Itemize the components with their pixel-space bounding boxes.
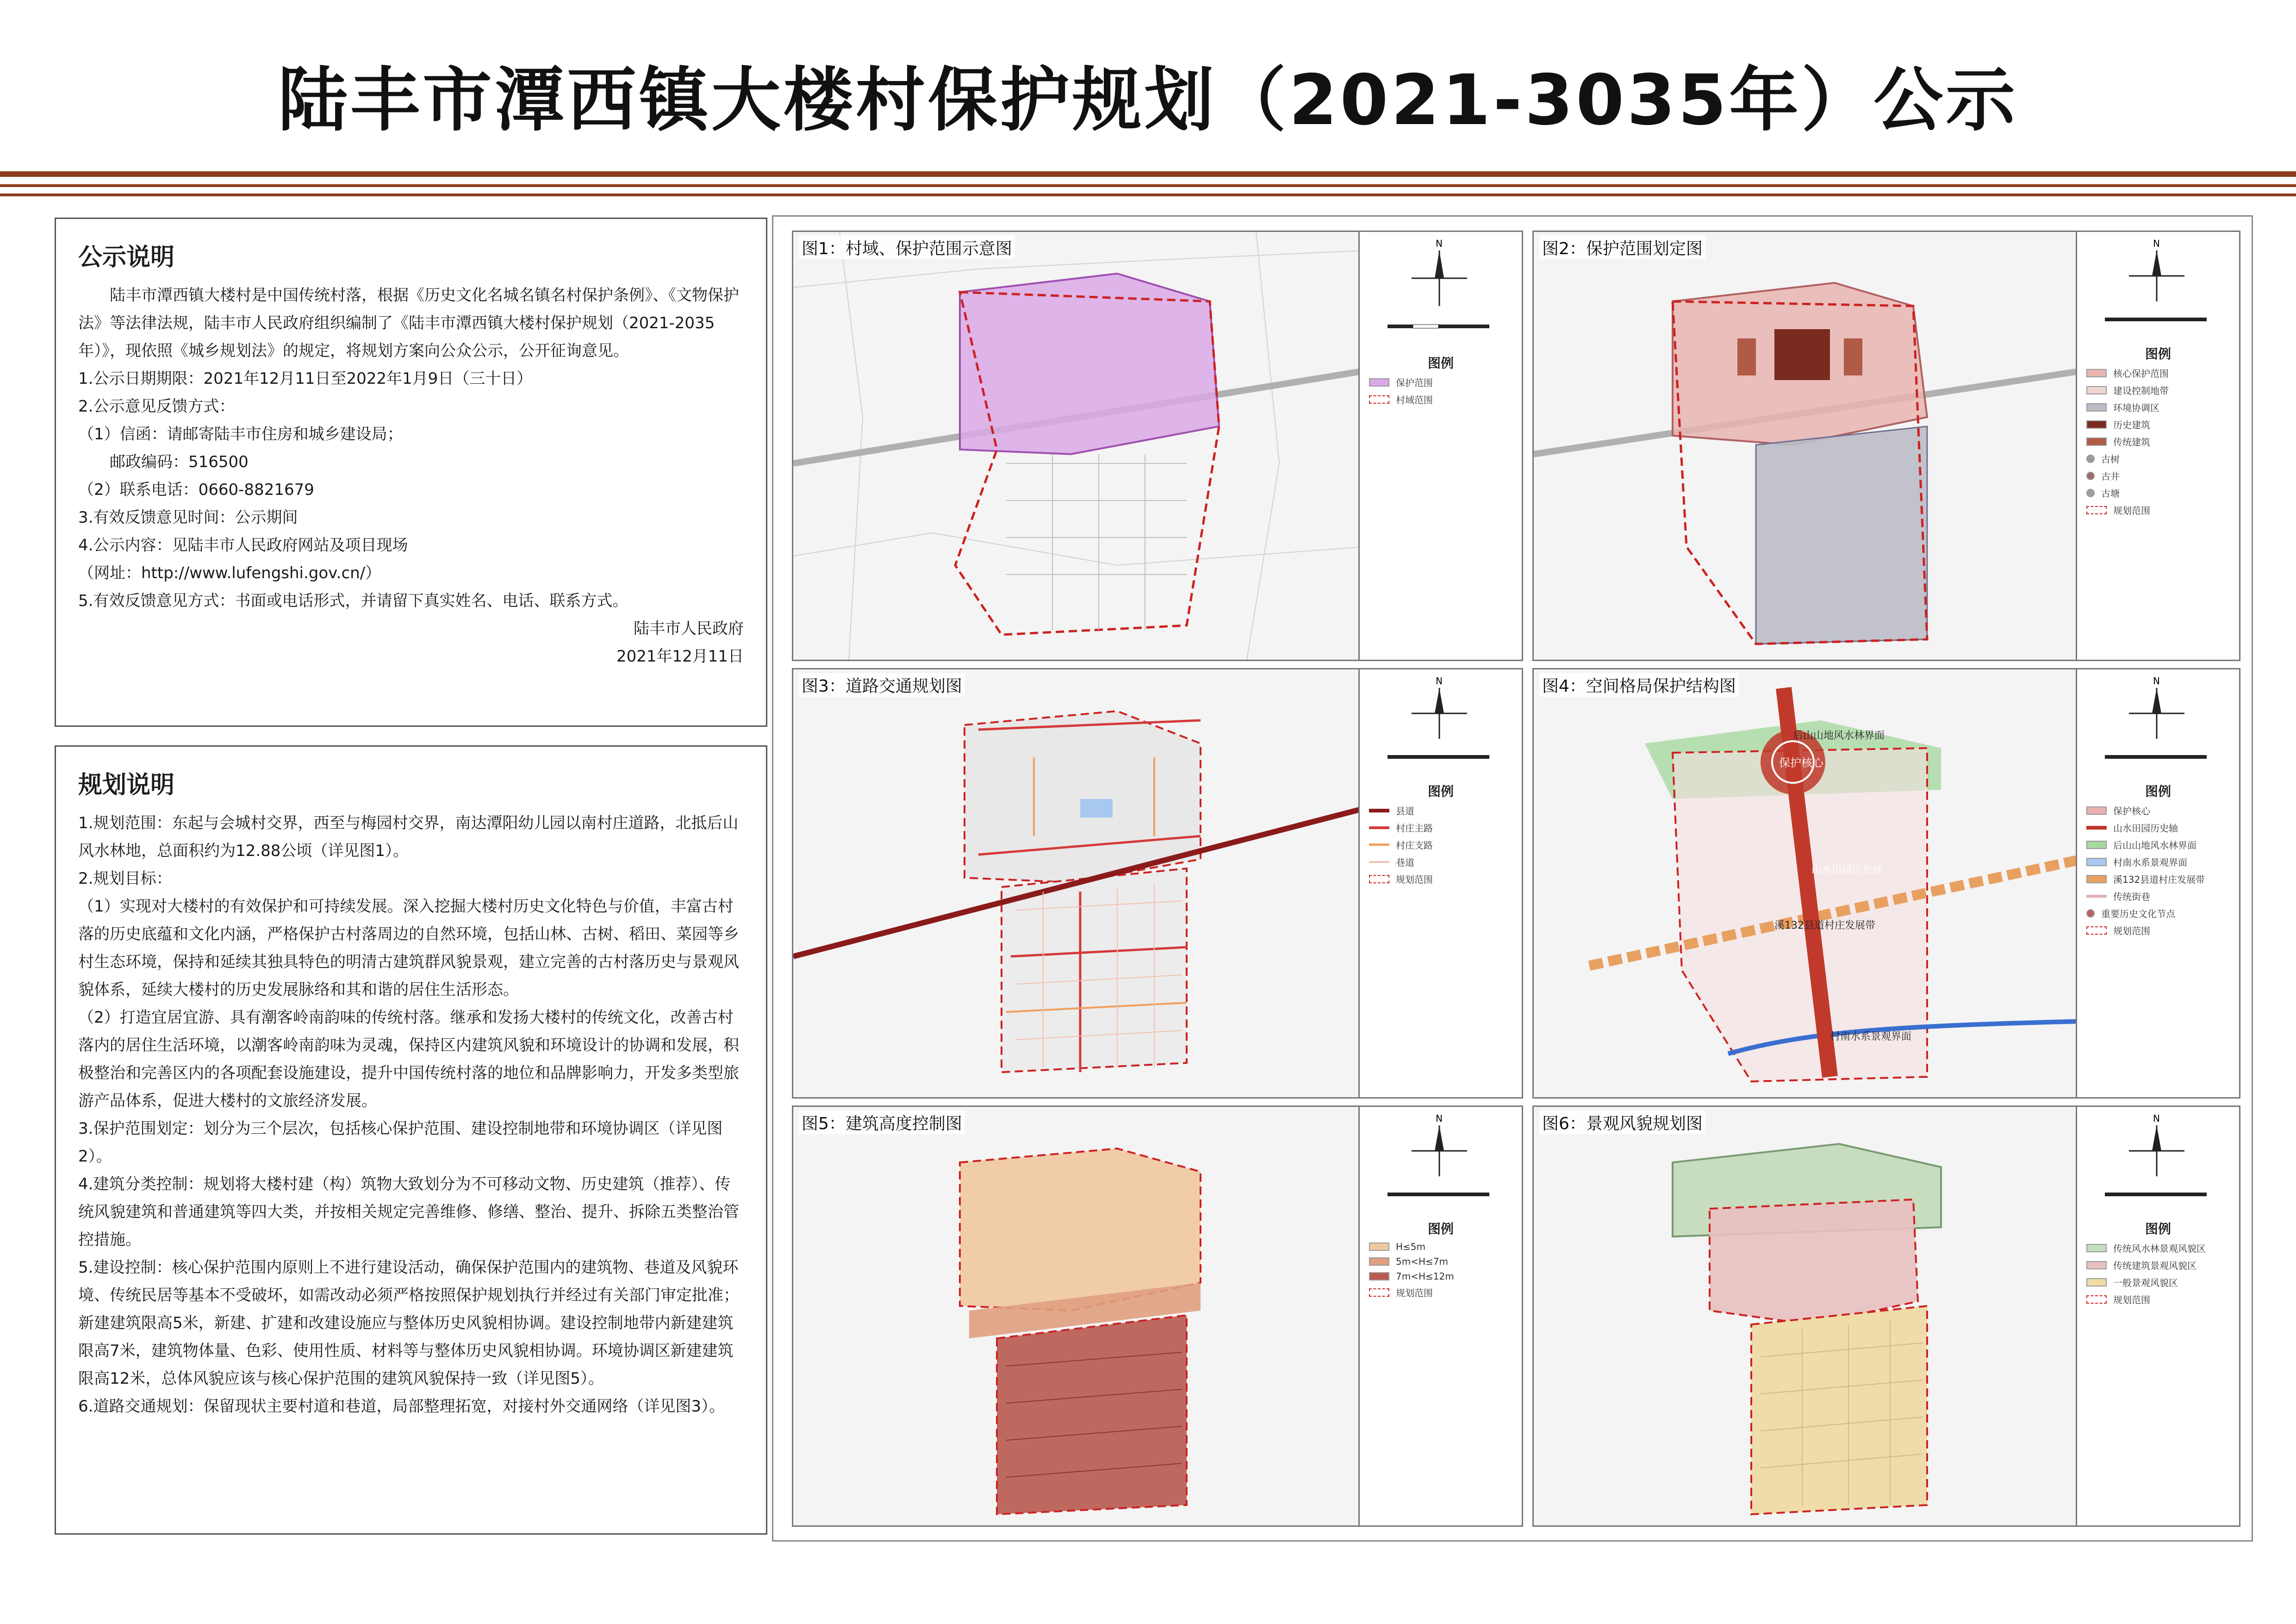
plan-paragraph: 5.建设控制：核心保护范围内原则上不进行建设活动，确保保护范围内的建筑物、巷道及风貌环境、传统民居等基本不受破坏，如需改动必须严格按照保护规划执行并经过有关部门审定批准；新建建筑限高5米，新建、扩建和改建设施应与整体历史风貌相协调。建设控制地带内新建建筑限高7米，建筑物体量、色彩、使用性质、材料等与整体历史风貌相协调。环境协调区新建建筑限高12米，总体风貌应该与核心保护范围的建筑风貌保持一致（详见图5）。 xyxy=(78,1258,739,1388)
forest-annotation: 后山山地风水林界面 xyxy=(1793,730,1885,742)
water-annotation: 村南水系景观界面 xyxy=(1830,1031,1912,1043)
plan-paragraph: 4.建筑分类控制：规划将大楼村建（构）筑物大致划分为不可移动文物、历史建筑（推荐）、传统风貌建筑和普通建筑等四大类，并按相关规定完善维修、修缮、整治、提升、拆除五类整治管控措施。 xyxy=(78,1175,739,1249)
notice-signature: 陆丰市人民政府 xyxy=(634,619,744,638)
title-divider-thin-2 xyxy=(0,194,2296,196)
legend-item: 古塘 xyxy=(2086,486,2230,500)
legend-item: 村庄主路 xyxy=(1369,821,1512,834)
legend-item: 核心保护范围 xyxy=(2086,366,2230,380)
map-label: 图6：景观风貌规划图 xyxy=(1539,1111,1705,1134)
core-annotation: 保护核心 xyxy=(1779,756,1823,769)
map-drawing-3 xyxy=(793,669,1365,1097)
svg-text:N: N xyxy=(2153,1113,2160,1124)
map-drawing-1 xyxy=(793,232,1365,660)
legend-item: 村庄支路 xyxy=(1369,838,1512,851)
notice-date: 2021年12月11日 xyxy=(616,647,744,666)
map-label: 图5：建筑高度控制图 xyxy=(799,1111,965,1134)
map-panel-4 xyxy=(1532,668,2240,1099)
notice-paragraph: 2.公示意见反馈方式： xyxy=(78,397,235,416)
map-legend-panel xyxy=(1358,232,1522,660)
map-legend-panel xyxy=(2076,1107,2239,1525)
legend-item: 保护范围 xyxy=(1369,375,1512,389)
plan-paragraph: 2.规划目标： xyxy=(78,869,172,888)
map-drawing-4 xyxy=(1534,669,2082,1097)
notice-paragraph: （2）联系电话：0660-8821679 xyxy=(78,481,314,499)
legend-item: H≤5m xyxy=(1369,1241,1512,1252)
legend-item: 古井 xyxy=(2086,469,2230,482)
legend-item: 重要历史文化节点 xyxy=(2086,906,2230,920)
legend-item: 一般景观风貌区 xyxy=(2086,1275,2230,1289)
north-arrow-icon xyxy=(1360,232,1519,348)
legend-item: 环境协调区 xyxy=(2086,400,2230,414)
legend-item: 规划范围 xyxy=(1369,872,1512,886)
legend-item: 村南水系景观界面 xyxy=(2086,855,2230,868)
map-legend-panel xyxy=(1358,1107,1522,1525)
legend-item: 后山山地风水林界面 xyxy=(2086,838,2230,851)
notice-paragraph: 邮政编码：516500 xyxy=(110,453,249,471)
legend-item: 规划范围 xyxy=(2086,924,2230,937)
north-arrow-icon xyxy=(1360,669,1519,776)
legend-title: 图例 xyxy=(2145,346,2171,362)
map-label: 图3：道路交通规划图 xyxy=(799,673,965,697)
legend-item: 历史建筑 xyxy=(2086,418,2230,431)
legend-item: 山水田园历史轴 xyxy=(2086,821,2230,834)
svg-text:N: N xyxy=(1436,675,1443,687)
legend-item: 传统建筑景观风貌区 xyxy=(2086,1258,2230,1272)
map-canvas xyxy=(1534,1107,2082,1525)
legend-item: 规划范围 xyxy=(1369,1286,1512,1299)
legend-item: 传统建筑 xyxy=(2086,435,2230,448)
map-drawing-6 xyxy=(1534,1107,2082,1525)
legend-item: 5m<H≤7m xyxy=(1369,1256,1512,1267)
legend-item: 建设控制地带 xyxy=(2086,383,2230,397)
legend-title: 图例 xyxy=(2145,1221,2171,1237)
map-legend-panel xyxy=(2076,669,2239,1097)
title-divider-thick xyxy=(0,171,2296,177)
svg-text:N: N xyxy=(2153,675,2160,687)
svg-text:N: N xyxy=(1436,1113,1443,1124)
notice-paragraph: （1）信函：请邮寄陆丰市住房和城乡建设局； xyxy=(78,425,403,443)
map-drawing-2 xyxy=(1534,232,2082,660)
legend-item: 县道 xyxy=(1369,804,1512,817)
map-canvas xyxy=(1534,669,2082,1097)
legend-item: 规划范围 xyxy=(2086,503,2230,517)
map-label: 图4：空间格局保护结构图 xyxy=(1539,673,1739,697)
notice-paragraph: 陆丰市潭西镇大楼村是中国传统村落，根据《历史文化名城名镇名村保护条例》、《文物保护法》等法律法规，陆丰市人民政府组织编制了《陆丰市潭西镇大楼村保护规划（2021-2035年）》，现依照《城乡规划法》的规定，将规划方案向公众公示，公开征询意见。 xyxy=(78,286,739,360)
plan-box xyxy=(55,745,767,1535)
map-canvas xyxy=(793,232,1365,660)
legend-item: 传统街巷 xyxy=(2086,889,2230,903)
map-label: 图2：保护范围划定图 xyxy=(1539,236,1705,259)
plan-paragraph: 3.保护范围划定：划分为三个层次，包括核心保护范围、建设控制地带和环境协调区（详见图2）。 xyxy=(78,1119,723,1166)
legend-title: 图例 xyxy=(1427,1221,1454,1237)
north-arrow-icon xyxy=(2077,1107,2236,1213)
legend-item: 规划范围 xyxy=(2086,1293,2230,1306)
page-title: 陆丰市潭西镇大楼村保护规划（2021-3035年）公示 xyxy=(278,60,2018,141)
notice-box xyxy=(55,218,767,727)
notice-paragraph: 1.公示日期期限：2021年12月11日至2022年1月9日（三十日） xyxy=(78,369,533,388)
legend-item: 村域范围 xyxy=(1369,393,1512,406)
svg-text:N: N xyxy=(1436,238,1443,249)
legend-item: 古树 xyxy=(2086,452,2230,465)
map-panel-1 xyxy=(792,231,1523,661)
notice-paragraph: 3.有效反馈意见时间：公示期间 xyxy=(78,508,298,527)
notice-paragraph: 5.有效反馈意见方式：书面或电话形式，并请留下真实姓名、电话、联系方式。 xyxy=(78,592,628,610)
north-arrow-icon xyxy=(2077,232,2236,338)
map-panel-2 xyxy=(1532,231,2240,661)
north-arrow-icon xyxy=(2077,669,2236,776)
map-legend-panel xyxy=(1358,669,1522,1097)
map-canvas xyxy=(793,1107,1365,1525)
plan-paragraph: （2）打造宜居宜游、具有潮客岭南韵味的传统村落。继承和发扬大楼村的传统文化，改善古村落内的居住生活环境，以潮客岭南韵味为灵魂，保持区内建筑风貌和环境设计的协调和发展，积极整治和完善区内的各项配套设施建设，提升中国传统村落的地位和品牌影响力，开发多类型旅游产品体系，促进大楼村的文旅经济发展。 xyxy=(78,1008,739,1110)
legend-title: 图例 xyxy=(1427,784,1454,799)
legend-item: 保护核心 xyxy=(2086,804,2230,817)
legend-item: 传统风水林景观风貌区 xyxy=(2086,1241,2230,1255)
road-annotation: 溪132县道村庄发展带 xyxy=(1774,920,1875,931)
plan-paragraph: （1）实现对大楼村的有效保护和可持续发展。深入挖掘大楼村历史文化特色与价值，丰富古村落的历史底蕴和文化内涵，严格保护古村落周边的自然环境，包括山林、古树、稻田、菜园等乡村生态环境，保持和延续其独具特色的明清古建筑群风貌景观，建立完善的古村落历史与景观风貌体系，延续大楼村的历史发展脉络和其和谐的居住生活形态。 xyxy=(78,897,739,999)
legend-title: 图例 xyxy=(1427,356,1454,371)
notice-paragraph: 4.公示内容：见陆丰市人民政府网站及项目现场 xyxy=(78,536,408,555)
svg-text:N: N xyxy=(2153,238,2160,249)
map-panel-6 xyxy=(1532,1106,2240,1527)
map-panel-3 xyxy=(792,668,1523,1099)
legend-swatch xyxy=(1369,378,1389,387)
map-grid xyxy=(772,215,2253,1542)
map-legend-panel xyxy=(2076,232,2239,660)
legend-swatch xyxy=(1369,395,1389,404)
notice-paragraph: （网址：http://www.lufengshi.gov.cn/） xyxy=(78,564,381,582)
map-canvas xyxy=(1534,232,2082,660)
north-arrow-icon xyxy=(1360,1107,1519,1213)
plan-paragraph: 6.道路交通规划：保留现状主要村道和巷道，局部整理拓宽，对接村外交通网络（详见图3）。 xyxy=(78,1397,725,1416)
map-label: 图1：村域、保护范围示意图 xyxy=(799,236,1015,259)
plan-heading: 规划说明 xyxy=(78,771,175,799)
map-canvas xyxy=(793,669,1365,1097)
map-panel-5 xyxy=(792,1106,1523,1527)
legend-item: 溪132县道村庄发展带 xyxy=(2086,872,2230,886)
legend-item: 7m<H≤12m xyxy=(1369,1271,1512,1282)
legend-item: 巷道 xyxy=(1369,855,1512,868)
plan-paragraph: 1.规划范围：东起与会城村交界，西至与梅园村交界，南达潭阳幼儿园以南村庄道路，北抵后山风水林地，总面积约为12.88公顷（详见图1）。 xyxy=(78,814,739,860)
title-divider-thin xyxy=(0,184,2296,187)
legend-title: 图例 xyxy=(2145,784,2171,799)
notice-heading: 公示说明 xyxy=(78,244,175,271)
map-drawing-5 xyxy=(793,1107,1365,1525)
axis-annotation: 山水田园历史轴 xyxy=(1811,864,1883,876)
